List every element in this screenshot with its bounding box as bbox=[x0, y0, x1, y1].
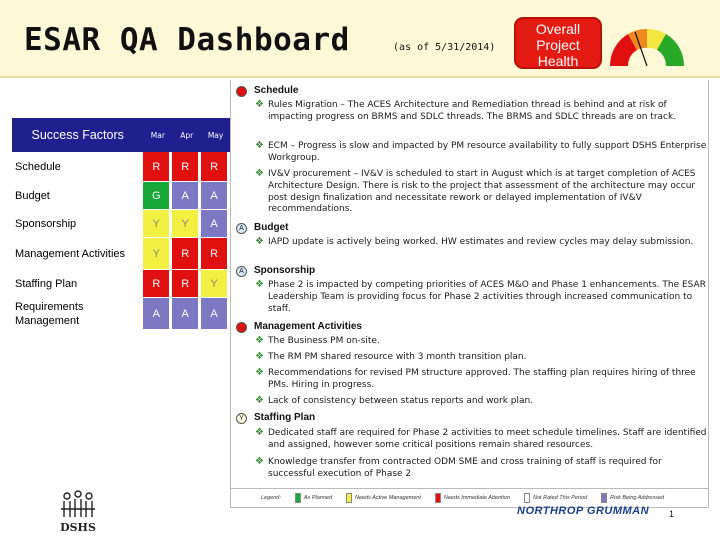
svg-text:DSHS: DSHS bbox=[60, 521, 96, 534]
list-item: ❖ IAPD update is actively being worked. HW estimates and review cycles may delay submission. bbox=[255, 236, 694, 247]
list-item: ❖ ECM – Progress is slow and impacted by PM resource availability to fully support DSHS Enterprise Workgroup. bbox=[255, 140, 707, 163]
success-factors-title: Success Factors bbox=[31, 128, 124, 142]
factor-label: Management Activities bbox=[15, 247, 126, 260]
list-item: ❖ Dedicated staff are required for Phase 2 activities to meet schedule timelines. Staff are identified and assigned, however some critical positions remain shared resources. bbox=[255, 427, 707, 450]
factor-label: Schedule bbox=[15, 160, 61, 173]
month-header: Mar bbox=[150, 130, 165, 140]
header-divider bbox=[0, 76, 720, 78]
diamond-bullet-icon: ❖ bbox=[255, 367, 264, 378]
status-dot: R bbox=[236, 322, 247, 333]
table-row bbox=[12, 270, 230, 298]
legend-swatch bbox=[295, 493, 301, 503]
table-row bbox=[12, 210, 230, 238]
rating-cell: Y bbox=[172, 210, 198, 237]
diamond-bullet-icon: ❖ bbox=[255, 456, 264, 467]
list-item: ❖ Recommendations for revised PM structure approved. The staffing plan requires hiring of three PMs. Hiring in progress. bbox=[255, 367, 696, 390]
legend-swatch bbox=[524, 493, 530, 503]
rating-cell: R bbox=[143, 152, 169, 181]
rating-cell: R bbox=[172, 238, 198, 269]
factor-label: Sponsorship bbox=[15, 217, 77, 230]
diamond-bullet-icon: ❖ bbox=[255, 279, 264, 290]
dshs-logo-icon bbox=[56, 489, 100, 535]
diamond-bullet-icon: ❖ bbox=[255, 236, 264, 247]
list-item: ❖ Knowledge transfer from contracted ODM SME and cross training of staff is required for successful execution of Phase 2 bbox=[255, 456, 662, 479]
rating-cell: R bbox=[172, 152, 198, 181]
section-title-budget: Budget bbox=[254, 222, 289, 233]
legend-label: Legend: bbox=[261, 495, 281, 501]
status-dot: Y bbox=[236, 413, 247, 424]
table-row bbox=[12, 298, 230, 330]
rating-cell: A bbox=[172, 182, 198, 209]
rating-cell: Y bbox=[201, 270, 227, 297]
diamond-bullet-icon: ❖ bbox=[255, 140, 264, 151]
legend-item: Needs Active Management bbox=[346, 493, 421, 503]
status-dot: A bbox=[236, 266, 247, 277]
section-title-sponsorship: Sponsorship bbox=[254, 265, 316, 276]
rating-cell: R bbox=[201, 152, 227, 181]
section-title-staffing-plan: Staffing Plan bbox=[254, 412, 316, 423]
as-of-date: (as of 5/31/2014) bbox=[393, 42, 496, 53]
rating-cell: A bbox=[172, 298, 198, 329]
factor-label: Budget bbox=[15, 189, 50, 202]
rating-cell: A bbox=[201, 298, 227, 329]
legend-swatch bbox=[601, 493, 607, 503]
diamond-bullet-icon: ❖ bbox=[255, 427, 264, 438]
rating-cell: G bbox=[143, 182, 169, 209]
page-number: 1 bbox=[669, 509, 675, 519]
success-factors-header bbox=[12, 118, 230, 152]
rating-cell: A bbox=[201, 182, 227, 209]
overall-health-badge: Overall Project Health bbox=[514, 17, 602, 69]
rating-cell: A bbox=[143, 298, 169, 329]
month-header: Apr bbox=[180, 130, 194, 140]
list-item: ❖ IV&V procurement – IV&V is scheduled to start in August which is at target completion of ACES Architecture Design. There is risk to the project that assessment of the architecture may occur post design finalization and necessitate rework or delayed implementation of IV&V recommendations. bbox=[255, 168, 696, 215]
list-item: ❖ The RM PM shared resource with 3 month transition plan. bbox=[255, 351, 527, 362]
legend-item: Risk Being Addressed bbox=[601, 493, 664, 503]
factor-label: Requirements Management bbox=[15, 300, 84, 327]
status-commentary-panel bbox=[230, 80, 709, 488]
table-row bbox=[12, 238, 230, 270]
section-title-schedule: Schedule bbox=[254, 85, 299, 96]
diamond-bullet-icon: ❖ bbox=[255, 351, 264, 362]
table-row bbox=[12, 182, 230, 210]
legend-swatch bbox=[435, 493, 441, 503]
success-factors-table bbox=[12, 118, 230, 330]
legend-item: As Planned bbox=[295, 493, 332, 503]
list-item: ❖ Lack of consistency between status reports and work plan. bbox=[255, 395, 534, 406]
section-title-management-activities: Management Activities bbox=[254, 321, 362, 332]
table-row bbox=[12, 152, 230, 182]
northrop-grumman-logo: NORTHROP GRUMMAN bbox=[517, 505, 650, 517]
status-dot: R bbox=[236, 86, 247, 97]
diamond-bullet-icon: ❖ bbox=[255, 395, 264, 406]
page-title: ESAR QA Dashboard bbox=[24, 22, 350, 58]
gauge-icon bbox=[604, 20, 690, 74]
rating-cell: R bbox=[143, 270, 169, 297]
list-item: ❖ Phase 2 is impacted by competing priorities of ACES M&O and Phase 1 enhancements. The ESAR Leadership Team is providing focus for Phase 2 activities through increased communication to staff. bbox=[255, 279, 706, 314]
rating-cell: Y bbox=[143, 210, 169, 237]
list-item: ❖ Rules Migration – The ACES Architecture and Remediation thread is behind and at risk of impacting progress on BRMS and SDLC threads. The BRMS and SDLC threads are on track. bbox=[255, 99, 677, 122]
status-dot: A bbox=[236, 223, 247, 234]
factor-label: Staffing Plan bbox=[15, 277, 78, 290]
rating-cell: R bbox=[201, 238, 227, 269]
diamond-bullet-icon: ❖ bbox=[255, 168, 264, 179]
list-item: ❖ The Business PM on-site. bbox=[255, 335, 380, 346]
legend-item: Not Rated This Period bbox=[524, 493, 587, 503]
rating-cell: R bbox=[172, 270, 198, 297]
diamond-bullet-icon: ❖ bbox=[255, 335, 264, 346]
diamond-bullet-icon: ❖ bbox=[255, 99, 264, 110]
legend-swatch bbox=[346, 493, 352, 503]
rating-cell: Y bbox=[143, 238, 169, 269]
month-header: May bbox=[207, 130, 224, 140]
rating-cell: A bbox=[201, 210, 227, 237]
legend-item: Needs Immediate Attention bbox=[435, 493, 510, 503]
